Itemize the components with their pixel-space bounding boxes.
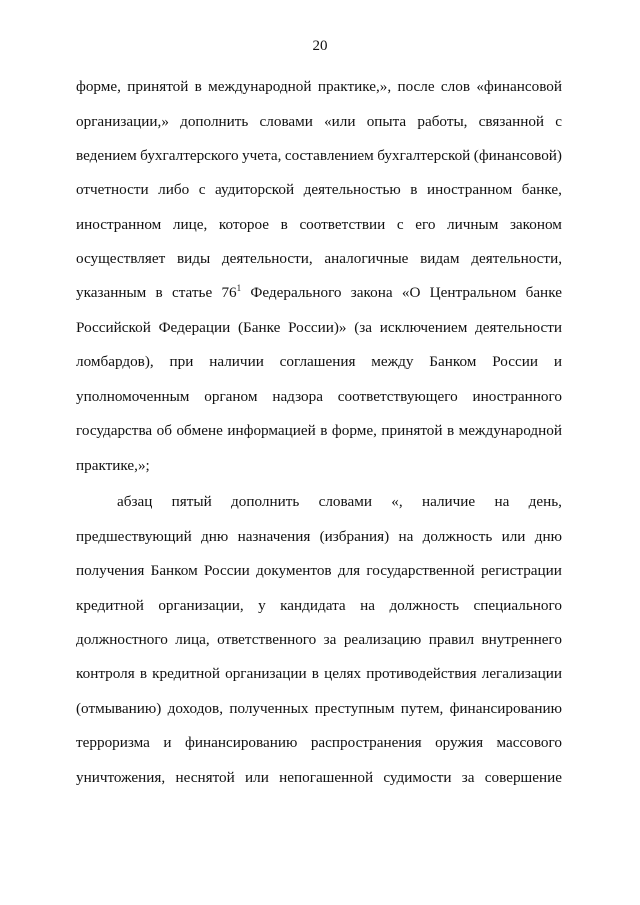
text-line: форме, принятой в международной практике,», после слов «финансовой [76,78,562,95]
text-line: предшествующий дню назначения (избрания) на должность или дню [76,528,562,545]
text-line: отчетности либо с аудиторской деятельностью в иностранном банке, [76,181,562,198]
text-line: ведением бухгалтерского учета, составлением бухгалтерской (финансовой) [76,147,562,164]
text-line: (отмыванию) доходов, полученных преступным путем, финансированию [76,700,562,717]
text-line: организации,» дополнить словами «или опыта работы, связанной с [76,113,562,130]
text-line: иностранном лице, которое в соответствии с его личным законом [76,216,562,233]
text-line: абзац пятый дополнить словами «, наличие на день, [117,493,562,510]
text-line: получения Банком России документов для государственной регистрации [76,562,562,579]
page-number: 20 [312,38,328,54]
text-line: кредитной организации, у кандидата на должность специального [76,597,562,614]
text-line: государства об обмене информацией в форме, принятой в международной [76,422,562,439]
text-line: практике,»; [76,457,150,474]
text-line: терроризма и финансированию распространения оружия массового [76,734,562,751]
text-line: уполномоченным органом надзора соответствующего иностранного [76,388,562,405]
text-line: ломбардов), при наличии соглашения между Банком России и [76,353,562,370]
text-line: Российской Федерации (Банке России)» (за исключением деятельности [76,319,562,336]
text-line: контроля в кредитной организации в целях противодействия легализации [76,665,562,682]
text-line: осуществляет виды деятельности, аналогичные видам деятельности, [76,250,562,267]
text-line: должностного лица, ответственного за реализацию правил внутреннего [76,631,562,648]
text-line: уничтожения, неснятой или непогашенной судимости за совершение [76,769,562,786]
text-line: указанным в статье $76^1$ Федерального закона «О Центральном банке [76,283,562,301]
